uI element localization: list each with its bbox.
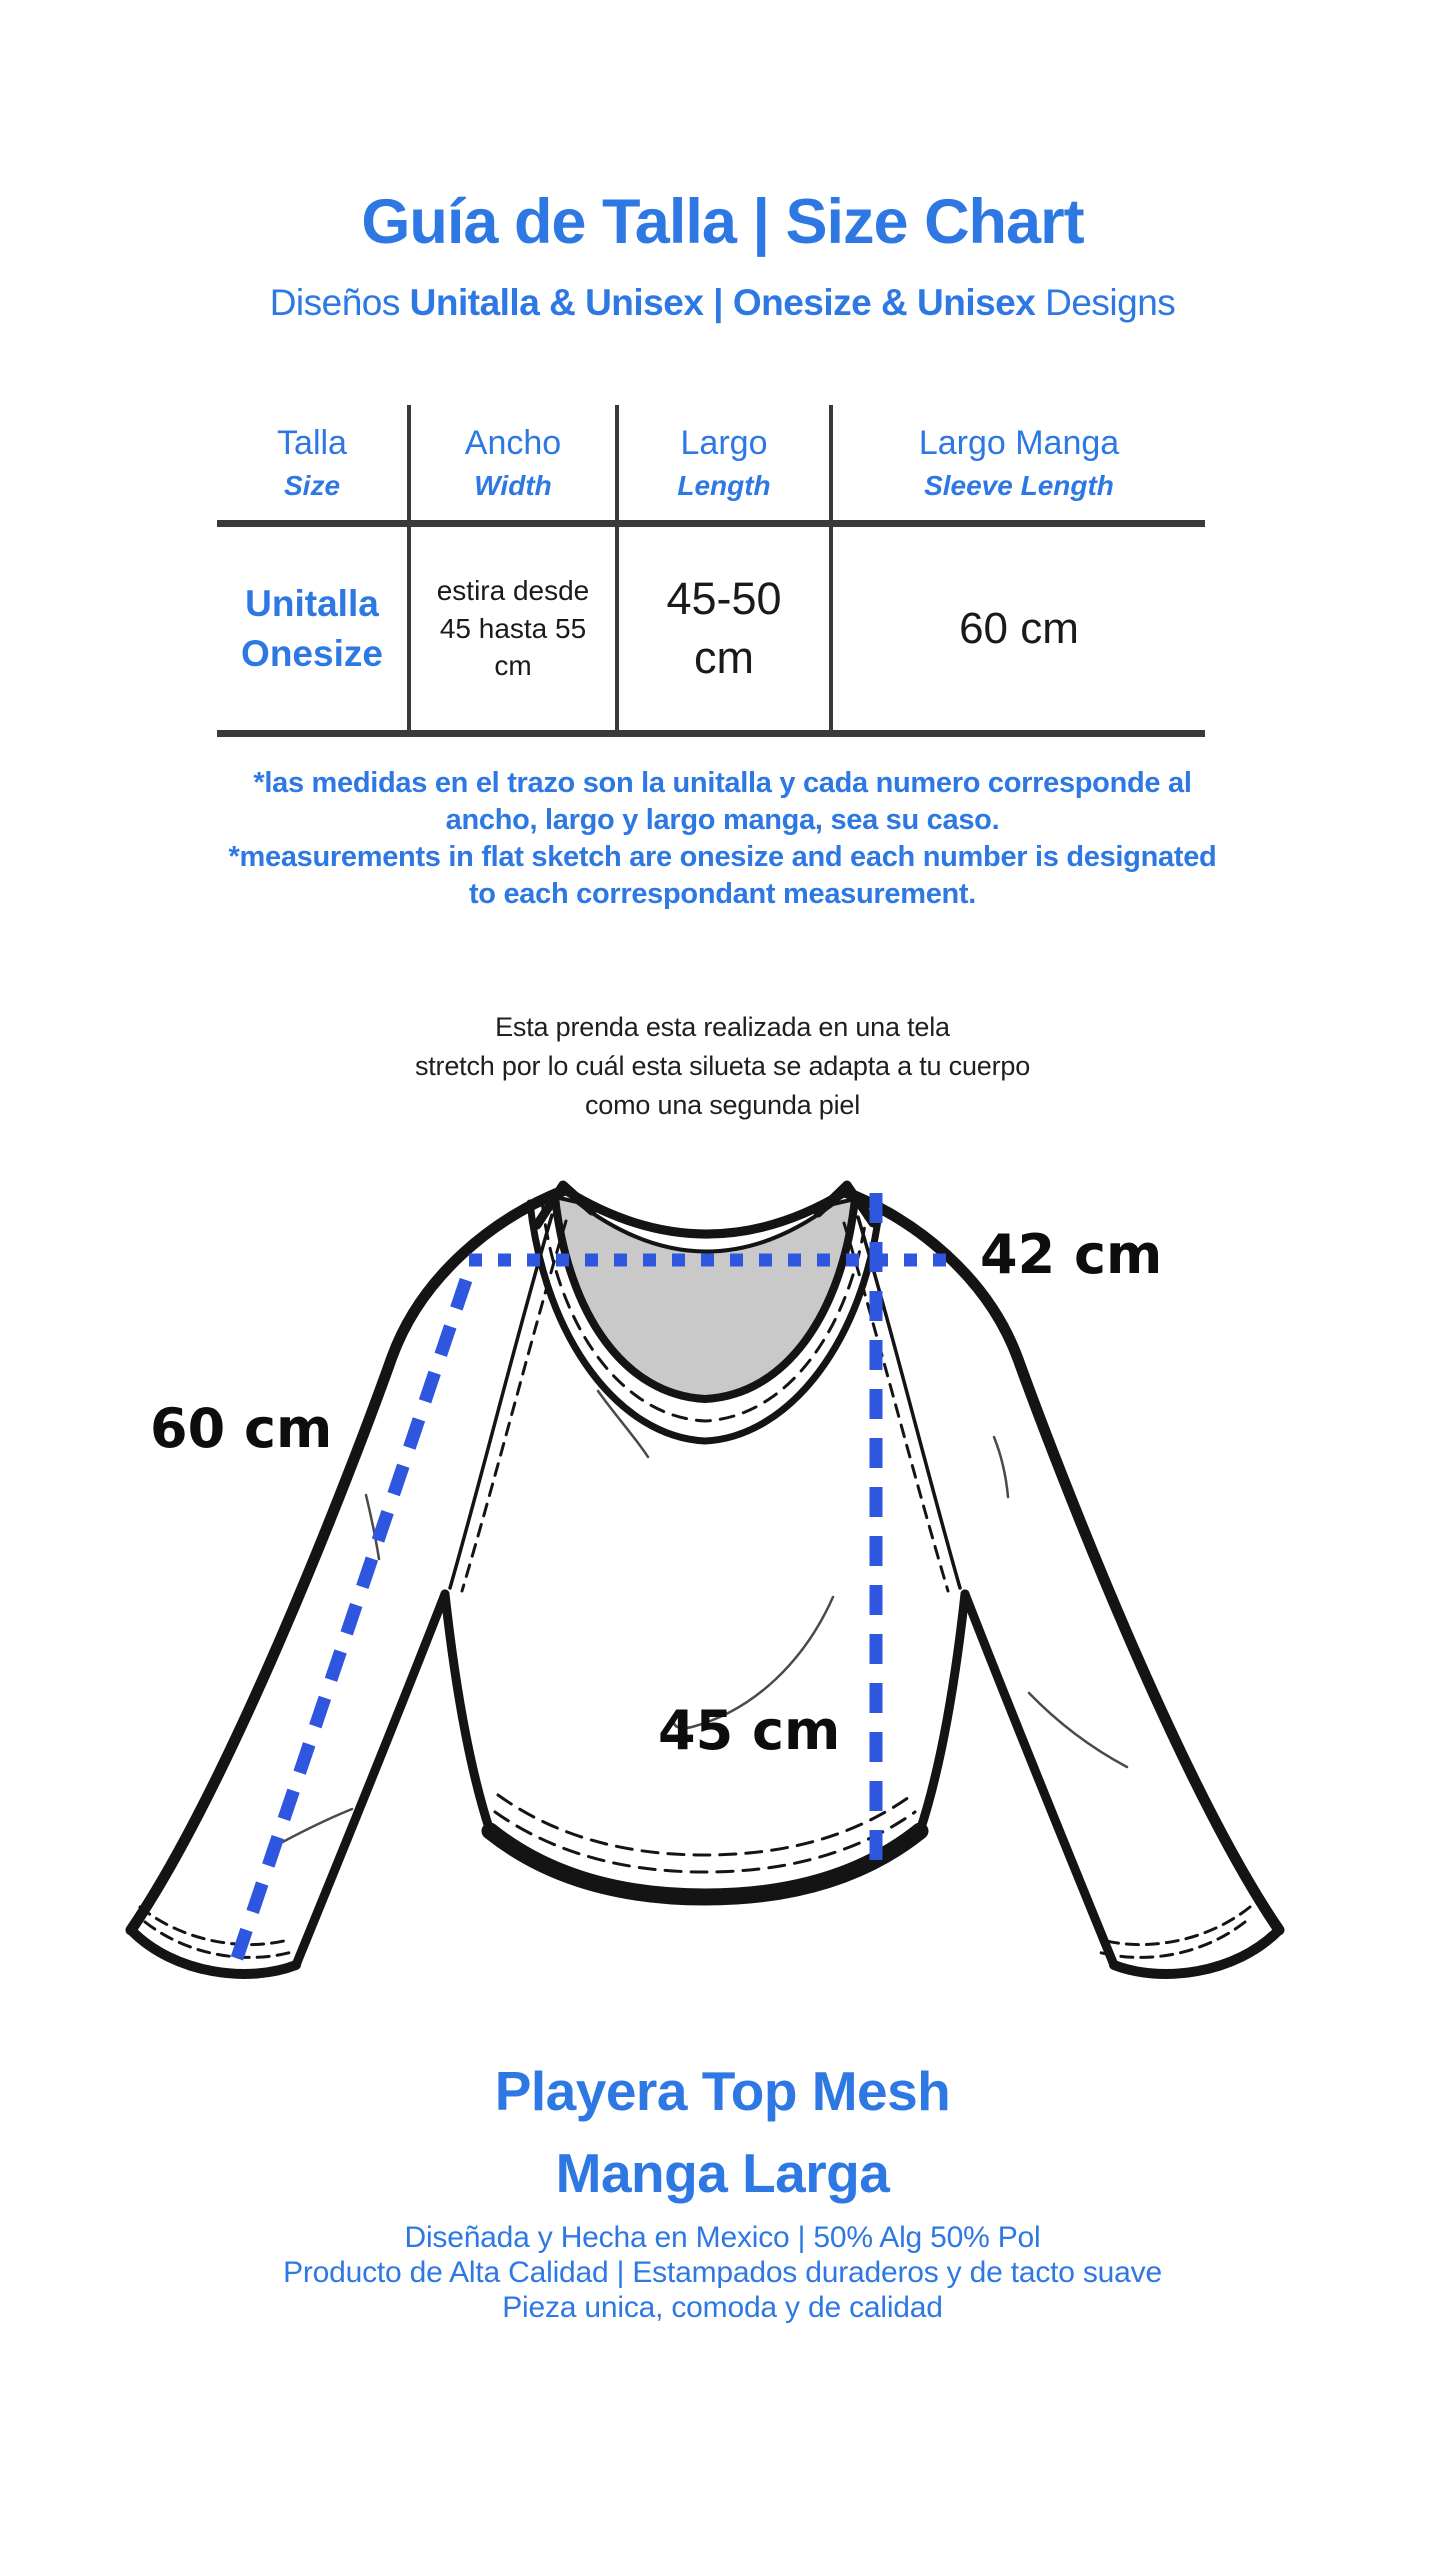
col-header-manga-en: Sleeve Length [924, 470, 1114, 502]
product-title-line-1: Playera Top Mesh [494, 2060, 951, 2122]
chest-measure-label: 42 cm [980, 1223, 1163, 1286]
fabric-line-2: stretch por lo cuál esta silueta se adapta a tu cuerpo [414, 1051, 1031, 1081]
note-line-4: to each correspondant measurement. [468, 878, 977, 910]
length-value: 45-50 cm [666, 573, 782, 683]
product-title [0, 2050, 1445, 2214]
fabric-line-3: como una segunda piel [584, 1090, 860, 1120]
col-header-talla-es: Talla [277, 423, 347, 462]
col-header-ancho-en: Width [474, 470, 552, 502]
cell-sleeve-value [833, 527, 1205, 737]
note-line-1: *las medidas en el trazo son la unitalla y cada numero corresponde al [253, 767, 1192, 799]
col-header-largo [619, 405, 833, 527]
fabric-line-1: Esta prenda esta realizada en una tela [495, 1012, 950, 1042]
product-detail-3: Pieza unica, comoda y de calidad [502, 2291, 943, 2324]
cell-length-value [619, 527, 833, 737]
col-header-largo-en: Length [677, 470, 771, 502]
page-title: Guía de Talla | Size Chart [361, 187, 1084, 257]
subtitle-suffix: Designs [1035, 282, 1176, 323]
cell-size-name [217, 527, 411, 737]
product-detail-2: Producto de Alta Calidad | Estampados duraderos y de tacto suave [283, 2256, 1162, 2289]
width-value: estira desde 45 hasta 55 cm [436, 574, 590, 682]
col-header-largo-es: Largo [680, 423, 768, 462]
product-detail-1: Diseñada y Hecha en Mexico | 50% Alg 50% Pol [404, 2221, 1041, 2254]
note-line-3: *measurements in flat sketch are onesize and each number is designated [228, 841, 1217, 873]
subtitle-prefix: Diseños [269, 282, 410, 323]
fold-marks [268, 1391, 1127, 1850]
subtitle-bold: Unitalla & Unisex | Onesize & Unisex [409, 282, 1036, 323]
col-header-talla-en: Size [283, 470, 341, 502]
sleeve-value: 60 cm [959, 603, 1079, 653]
cell-width-value [411, 527, 619, 737]
fabric-note [0, 1008, 1445, 1125]
col-header-ancho-es: Ancho [464, 423, 562, 462]
measurement-notes [0, 765, 1445, 913]
size-name-en: Onesize [241, 632, 383, 674]
product-title-line-2: Manga Larga [555, 2142, 890, 2204]
length-measure-label: 45 cm [658, 1699, 841, 1762]
size-name-es: Unitalla [245, 582, 379, 624]
col-header-manga-es: Largo Manga [918, 423, 1120, 462]
col-header-ancho [411, 405, 619, 527]
neck-back-panel [555, 1197, 855, 1399]
page-subtitle [0, 282, 1445, 324]
note-line-2: ancho, largo y largo manga, sea su caso. [445, 804, 1000, 836]
product-details [0, 2220, 1445, 2325]
col-header-talla [217, 405, 411, 527]
col-header-manga [833, 405, 1205, 527]
size-table [217, 405, 1205, 737]
sleeve-measure-label: 60 cm [150, 1397, 333, 1460]
garment-sketch [100, 1145, 1290, 2025]
